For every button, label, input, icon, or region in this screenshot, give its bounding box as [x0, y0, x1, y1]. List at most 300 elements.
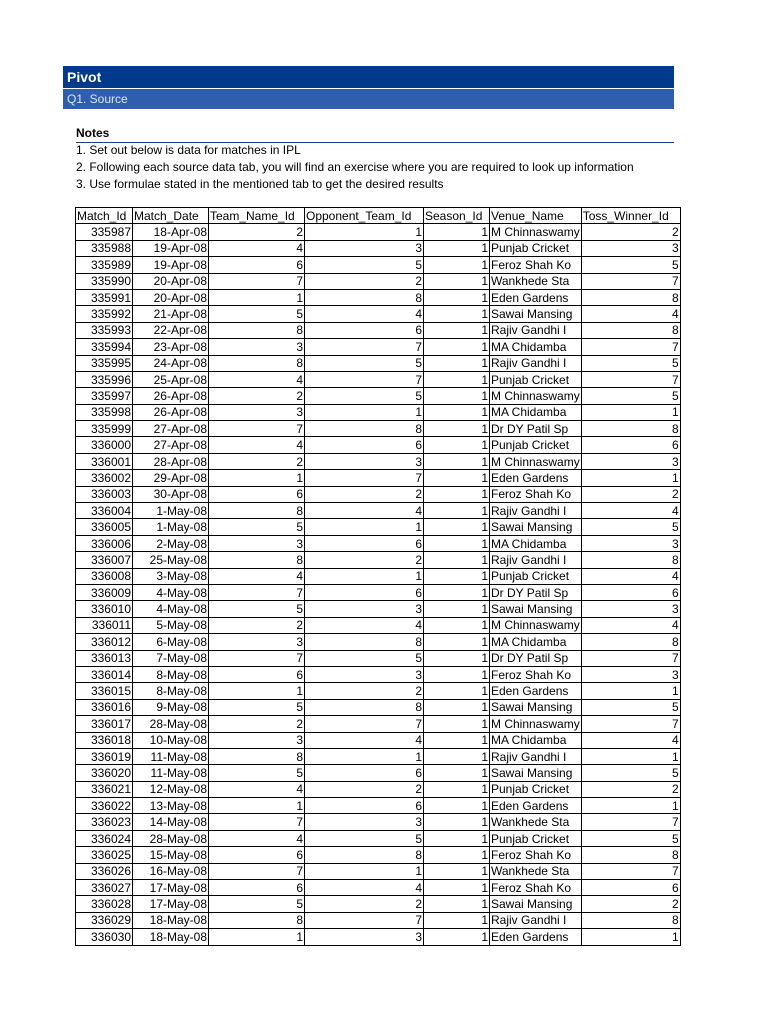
table-cell[interactable]: 335988	[76, 240, 133, 256]
table-cell[interactable]: 1	[424, 699, 490, 715]
table-cell[interactable]: 5	[209, 896, 305, 912]
table-cell[interactable]: 1	[424, 896, 490, 912]
table-cell[interactable]: 7-May-08	[133, 650, 209, 666]
table-cell[interactable]: 1	[424, 798, 490, 814]
table-cell[interactable]: 1	[424, 781, 490, 797]
table-cell[interactable]: Sawai Mansing	[490, 699, 582, 715]
table-cell[interactable]: 4	[305, 732, 424, 748]
table-cell[interactable]: 11-May-08	[133, 748, 209, 764]
table-cell[interactable]: 6	[581, 437, 680, 453]
table-cell[interactable]: MA Chidamba	[490, 404, 582, 420]
table-cell[interactable]: 1	[424, 306, 490, 322]
table-cell[interactable]: 1	[581, 683, 680, 699]
table-cell[interactable]: 15-May-08	[133, 847, 209, 863]
table-cell[interactable]: 336007	[76, 552, 133, 568]
table-cell[interactable]: 335991	[76, 289, 133, 305]
table-cell[interactable]: 2	[305, 896, 424, 912]
table-cell[interactable]: 1	[209, 683, 305, 699]
table-cell[interactable]: 6	[209, 847, 305, 863]
table-cell[interactable]: 17-May-08	[133, 896, 209, 912]
table-cell[interactable]: 3	[581, 601, 680, 617]
table-cell[interactable]: 4-May-08	[133, 584, 209, 600]
table-cell[interactable]: 8	[581, 847, 680, 863]
table-cell[interactable]: 8	[581, 289, 680, 305]
table-cell[interactable]: 2-May-08	[133, 535, 209, 551]
table-cell[interactable]: 335994	[76, 339, 133, 355]
table-cell[interactable]: 336019	[76, 748, 133, 764]
table-cell[interactable]: 1	[209, 798, 305, 814]
table-cell[interactable]: 1	[305, 519, 424, 535]
table-cell[interactable]: 1	[424, 568, 490, 584]
table-cell[interactable]: 336022	[76, 798, 133, 814]
table-cell[interactable]: 8	[305, 699, 424, 715]
table-cell[interactable]: 1	[424, 339, 490, 355]
table-cell[interactable]: 1	[424, 289, 490, 305]
table-cell[interactable]: 6	[305, 798, 424, 814]
table-cell[interactable]: 4	[581, 732, 680, 748]
table-cell[interactable]: Feroz Shah Ko	[490, 847, 582, 863]
table-cell[interactable]: Eden Gardens	[490, 470, 582, 486]
table-cell[interactable]: 1-May-08	[133, 519, 209, 535]
table-cell[interactable]: Punjab Cricket	[490, 240, 582, 256]
table-cell[interactable]: 6	[305, 437, 424, 453]
table-cell[interactable]: 6	[209, 880, 305, 896]
table-cell[interactable]: 8	[209, 748, 305, 764]
table-cell[interactable]: 1	[424, 322, 490, 338]
table-cell[interactable]: 7	[209, 814, 305, 830]
table-cell[interactable]: 7	[209, 421, 305, 437]
table-cell[interactable]: 2	[209, 453, 305, 469]
table-cell[interactable]: 1	[209, 289, 305, 305]
table-cell[interactable]: 17-May-08	[133, 880, 209, 896]
table-cell[interactable]: Dr DY Patil Sp	[490, 421, 582, 437]
table-cell[interactable]: 1	[581, 798, 680, 814]
table-cell[interactable]: MA Chidamba	[490, 339, 582, 355]
table-cell[interactable]: 336008	[76, 568, 133, 584]
table-cell[interactable]: 1	[424, 814, 490, 830]
table-cell[interactable]: 2	[209, 224, 305, 240]
table-cell[interactable]: 5	[581, 699, 680, 715]
table-cell[interactable]: 18-Apr-08	[133, 224, 209, 240]
table-cell[interactable]: 336018	[76, 732, 133, 748]
table-cell[interactable]: 6-May-08	[133, 634, 209, 650]
table-cell[interactable]: 1	[424, 355, 490, 371]
table-cell[interactable]: 8	[305, 634, 424, 650]
table-cell[interactable]: 335990	[76, 273, 133, 289]
table-cell[interactable]: 335989	[76, 257, 133, 273]
table-cell[interactable]: Sawai Mansing	[490, 519, 582, 535]
table-cell[interactable]: Rajiv Gandhi I	[490, 748, 582, 764]
table-cell[interactable]: 1-May-08	[133, 503, 209, 519]
table-cell[interactable]: Rajiv Gandhi I	[490, 503, 582, 519]
table-cell[interactable]: 336024	[76, 830, 133, 846]
table-cell[interactable]: 5	[581, 257, 680, 273]
table-cell[interactable]: 27-Apr-08	[133, 437, 209, 453]
table-cell[interactable]: 1	[209, 929, 305, 945]
table-cell[interactable]: 7	[581, 273, 680, 289]
table-cell[interactable]: 5	[305, 355, 424, 371]
table-cell[interactable]: 8	[581, 634, 680, 650]
table-cell[interactable]: 4	[209, 830, 305, 846]
table-cell[interactable]: 6	[581, 584, 680, 600]
table-cell[interactable]: 8	[305, 847, 424, 863]
table-cell[interactable]: 336029	[76, 912, 133, 928]
table-cell[interactable]: 28-May-08	[133, 830, 209, 846]
table-cell[interactable]: 336016	[76, 699, 133, 715]
column-header[interactable]: Match_Date	[133, 208, 209, 224]
table-cell[interactable]: 1	[424, 421, 490, 437]
table-cell[interactable]: 336030	[76, 929, 133, 945]
table-cell[interactable]: 336025	[76, 847, 133, 863]
table-cell[interactable]: 336021	[76, 781, 133, 797]
table-cell[interactable]: 18-May-08	[133, 929, 209, 945]
table-cell[interactable]: 7	[581, 814, 680, 830]
table-cell[interactable]: 7	[581, 339, 680, 355]
table-cell[interactable]: 3	[581, 453, 680, 469]
table-cell[interactable]: 336003	[76, 486, 133, 502]
table-cell[interactable]: 8	[581, 421, 680, 437]
table-cell[interactable]: 1	[424, 486, 490, 502]
table-cell[interactable]: 1	[424, 224, 490, 240]
table-cell[interactable]: 3	[305, 929, 424, 945]
table-cell[interactable]: Wankhede Sta	[490, 273, 582, 289]
table-cell[interactable]: 6	[305, 322, 424, 338]
table-cell[interactable]: 3	[305, 453, 424, 469]
table-cell[interactable]: 5-May-08	[133, 617, 209, 633]
table-cell[interactable]: 1	[424, 404, 490, 420]
table-cell[interactable]: 4	[581, 503, 680, 519]
table-cell[interactable]: 1	[424, 912, 490, 928]
table-cell[interactable]: 1	[424, 716, 490, 732]
table-cell[interactable]: 335992	[76, 306, 133, 322]
table-cell[interactable]: 1	[581, 748, 680, 764]
table-cell[interactable]: 1	[305, 404, 424, 420]
table-cell[interactable]: 336010	[76, 601, 133, 617]
column-header[interactable]: Venue_Name	[490, 208, 582, 224]
table-cell[interactable]: 2	[209, 617, 305, 633]
table-cell[interactable]: 3-May-08	[133, 568, 209, 584]
table-cell[interactable]: 336004	[76, 503, 133, 519]
table-cell[interactable]: 3	[209, 535, 305, 551]
table-cell[interactable]: 5	[581, 765, 680, 781]
table-cell[interactable]: Feroz Shah Ko	[490, 486, 582, 502]
table-cell[interactable]: Sawai Mansing	[490, 765, 582, 781]
table-cell[interactable]: Wankhede Sta	[490, 814, 582, 830]
table-cell[interactable]: 4	[581, 568, 680, 584]
table-cell[interactable]: 4	[209, 781, 305, 797]
table-cell[interactable]: 3	[305, 814, 424, 830]
table-cell[interactable]: 4-May-08	[133, 601, 209, 617]
table-cell[interactable]: 12-May-08	[133, 781, 209, 797]
table-cell[interactable]: 6	[209, 486, 305, 502]
table-cell[interactable]: 336013	[76, 650, 133, 666]
table-cell[interactable]: 1	[424, 863, 490, 879]
table-cell[interactable]: 1	[581, 404, 680, 420]
table-cell[interactable]: 5	[581, 830, 680, 846]
table-cell[interactable]: 1	[305, 748, 424, 764]
table-cell[interactable]: 335987	[76, 224, 133, 240]
column-header[interactable]: Season_Id	[424, 208, 490, 224]
table-cell[interactable]: 335996	[76, 371, 133, 387]
table-cell[interactable]: 336012	[76, 634, 133, 650]
table-cell[interactable]: 2	[305, 683, 424, 699]
table-cell[interactable]: 20-Apr-08	[133, 289, 209, 305]
table-cell[interactable]: 335998	[76, 404, 133, 420]
table-cell[interactable]: 1	[424, 748, 490, 764]
table-cell[interactable]: 29-Apr-08	[133, 470, 209, 486]
column-header[interactable]: Match_Id	[76, 208, 133, 224]
table-cell[interactable]: 336027	[76, 880, 133, 896]
table-cell[interactable]: Feroz Shah Ko	[490, 880, 582, 896]
table-cell[interactable]: 3	[581, 666, 680, 682]
table-cell[interactable]: 336009	[76, 584, 133, 600]
table-cell[interactable]: 1	[305, 568, 424, 584]
table-cell[interactable]: 1	[424, 240, 490, 256]
table-cell[interactable]: 336026	[76, 863, 133, 879]
table-cell[interactable]: 335995	[76, 355, 133, 371]
table-cell[interactable]: 6	[209, 257, 305, 273]
table-cell[interactable]: 1	[581, 470, 680, 486]
table-cell[interactable]: 5	[209, 699, 305, 715]
table-cell[interactable]: 6	[305, 765, 424, 781]
table-cell[interactable]: 2	[209, 716, 305, 732]
table-cell[interactable]: 14-May-08	[133, 814, 209, 830]
table-cell[interactable]: 336002	[76, 470, 133, 486]
table-cell[interactable]: MA Chidamba	[490, 634, 582, 650]
table-cell[interactable]: 3	[581, 535, 680, 551]
table-cell[interactable]: Dr DY Patil Sp	[490, 584, 582, 600]
table-cell[interactable]: 2	[209, 388, 305, 404]
table-cell[interactable]: 30-Apr-08	[133, 486, 209, 502]
table-cell[interactable]: 336017	[76, 716, 133, 732]
table-cell[interactable]: 3	[305, 666, 424, 682]
table-cell[interactable]: 1	[424, 437, 490, 453]
table-cell[interactable]: 2	[581, 896, 680, 912]
table-cell[interactable]: 1	[424, 371, 490, 387]
table-cell[interactable]: 21-Apr-08	[133, 306, 209, 322]
table-cell[interactable]: 1	[424, 519, 490, 535]
table-cell[interactable]: Dr DY Patil Sp	[490, 650, 582, 666]
table-cell[interactable]: 2	[581, 224, 680, 240]
table-cell[interactable]: 7	[305, 339, 424, 355]
table-cell[interactable]: 1	[424, 584, 490, 600]
table-cell[interactable]: Punjab Cricket	[490, 830, 582, 846]
table-cell[interactable]: 4	[209, 371, 305, 387]
table-cell[interactable]: 4	[209, 568, 305, 584]
table-cell[interactable]: 20-Apr-08	[133, 273, 209, 289]
table-cell[interactable]: 11-May-08	[133, 765, 209, 781]
table-cell[interactable]: 1	[424, 683, 490, 699]
table-cell[interactable]: 4	[209, 437, 305, 453]
table-cell[interactable]: 335997	[76, 388, 133, 404]
table-cell[interactable]: 6	[581, 880, 680, 896]
table-cell[interactable]: 5	[305, 830, 424, 846]
table-cell[interactable]: 336006	[76, 535, 133, 551]
table-cell[interactable]: 1	[424, 732, 490, 748]
table-cell[interactable]: 1	[424, 453, 490, 469]
table-cell[interactable]: 22-Apr-08	[133, 322, 209, 338]
table-cell[interactable]: 3	[209, 634, 305, 650]
table-cell[interactable]: 4	[581, 306, 680, 322]
table-cell[interactable]: 1	[424, 765, 490, 781]
table-cell[interactable]: 8	[209, 552, 305, 568]
table-cell[interactable]: M Chinnaswamy	[491, 454, 580, 469]
table-cell[interactable]: 7	[305, 716, 424, 732]
table-cell[interactable]: 5	[209, 601, 305, 617]
table-cell[interactable]: 7	[581, 716, 680, 732]
table-cell[interactable]: 13-May-08	[133, 798, 209, 814]
table-cell[interactable]: 336011	[76, 617, 133, 633]
column-header[interactable]: Team_Name_Id	[209, 208, 305, 224]
table-cell[interactable]: 3	[581, 240, 680, 256]
table-cell[interactable]: 1	[424, 257, 490, 273]
table-cell[interactable]: 2	[305, 273, 424, 289]
table-cell[interactable]: 3	[209, 339, 305, 355]
table-cell[interactable]: 5	[581, 355, 680, 371]
table-cell[interactable]: 8	[209, 503, 305, 519]
table-cell[interactable]: 5	[305, 388, 424, 404]
table-cell[interactable]: 2	[581, 781, 680, 797]
table-cell[interactable]: 1	[424, 880, 490, 896]
table-cell[interactable]: Rajiv Gandhi I	[490, 912, 582, 928]
table-cell[interactable]: 1	[424, 273, 490, 289]
table-cell[interactable]: M Chinnaswamy	[491, 225, 580, 240]
table-cell[interactable]: 8-May-08	[133, 683, 209, 699]
table-cell[interactable]: 1	[305, 224, 424, 240]
column-header[interactable]: Opponent_Team_Id	[305, 208, 424, 224]
table-cell[interactable]: 25-May-08	[133, 552, 209, 568]
table-cell[interactable]: Rajiv Gandhi I	[490, 322, 582, 338]
table-cell[interactable]: 1	[424, 552, 490, 568]
table-cell[interactable]: 7	[305, 470, 424, 486]
table-cell[interactable]: 16-May-08	[133, 863, 209, 879]
table-cell[interactable]: M Chinnaswamy	[491, 716, 580, 731]
table-cell[interactable]: 1	[424, 929, 490, 945]
table-cell[interactable]: 4	[305, 503, 424, 519]
table-cell[interactable]: 8	[581, 552, 680, 568]
table-cell[interactable]: 1	[424, 847, 490, 863]
table-cell[interactable]: 24-Apr-08	[133, 355, 209, 371]
table-cell[interactable]: 23-Apr-08	[133, 339, 209, 355]
table-cell[interactable]: 5	[581, 388, 680, 404]
table-cell[interactable]: 8	[305, 289, 424, 305]
table-cell[interactable]: 3	[209, 404, 305, 420]
table-cell[interactable]: Feroz Shah Ko	[490, 257, 582, 273]
table-cell[interactable]: 1	[424, 650, 490, 666]
table-cell[interactable]: 3	[305, 601, 424, 617]
table-cell[interactable]: 2	[305, 552, 424, 568]
table-cell[interactable]: 7	[209, 584, 305, 600]
table-cell[interactable]: 8	[581, 322, 680, 338]
table-cell[interactable]: 1	[424, 535, 490, 551]
table-cell[interactable]: 1	[424, 830, 490, 846]
table-cell[interactable]: 7	[305, 371, 424, 387]
table-cell[interactable]: M Chinnaswamy	[491, 618, 580, 633]
table-cell[interactable]: MA Chidamba	[490, 535, 582, 551]
table-cell[interactable]: 1	[424, 617, 490, 633]
table-cell[interactable]: 1	[305, 863, 424, 879]
table-cell[interactable]: 5	[305, 650, 424, 666]
table-cell[interactable]: 1	[424, 388, 490, 404]
table-cell[interactable]: Eden Gardens	[490, 683, 582, 699]
table-cell[interactable]: 2	[305, 781, 424, 797]
table-cell[interactable]: 4	[305, 617, 424, 633]
table-cell[interactable]: Wankhede Sta	[490, 863, 582, 879]
table-cell[interactable]: 7	[305, 912, 424, 928]
table-cell[interactable]: 4	[209, 240, 305, 256]
table-cell[interactable]: Eden Gardens	[490, 798, 582, 814]
table-cell[interactable]: 6	[305, 535, 424, 551]
table-cell[interactable]: 9-May-08	[133, 699, 209, 715]
table-cell[interactable]: 1	[209, 470, 305, 486]
table-cell[interactable]: Sawai Mansing	[490, 601, 582, 617]
table-cell[interactable]: 7	[581, 650, 680, 666]
table-cell[interactable]: 336001	[76, 453, 133, 469]
table-cell[interactable]: 8	[305, 421, 424, 437]
table-cell[interactable]: 3	[209, 732, 305, 748]
table-cell[interactable]: 25-Apr-08	[133, 371, 209, 387]
table-cell[interactable]: Eden Gardens	[490, 289, 582, 305]
table-cell[interactable]: 28-May-08	[133, 716, 209, 732]
table-cell[interactable]: 1	[424, 601, 490, 617]
table-cell[interactable]: 19-Apr-08	[133, 240, 209, 256]
table-cell[interactable]: 5	[209, 306, 305, 322]
table-cell[interactable]: 1	[424, 470, 490, 486]
table-cell[interactable]: Eden Gardens	[490, 929, 582, 945]
table-cell[interactable]: Rajiv Gandhi I	[490, 355, 582, 371]
table-cell[interactable]: 6	[305, 584, 424, 600]
table-cell[interactable]: 8	[209, 355, 305, 371]
table-cell[interactable]: 4	[581, 617, 680, 633]
table-cell[interactable]: 7	[581, 371, 680, 387]
table-cell[interactable]: 8	[209, 322, 305, 338]
table-cell[interactable]: 19-Apr-08	[133, 257, 209, 273]
table-cell[interactable]: 2	[305, 486, 424, 502]
table-cell[interactable]: 26-Apr-08	[133, 388, 209, 404]
table-cell[interactable]: 8	[209, 912, 305, 928]
table-cell[interactable]: 336000	[76, 437, 133, 453]
table-cell[interactable]: Punjab Cricket	[490, 437, 582, 453]
table-cell[interactable]: 1	[424, 503, 490, 519]
table-cell[interactable]: 8-May-08	[133, 666, 209, 682]
table-cell[interactable]: Punjab Cricket	[490, 371, 582, 387]
table-cell[interactable]: 5	[209, 519, 305, 535]
table-cell[interactable]: 5	[305, 257, 424, 273]
table-cell[interactable]: Feroz Shah Ko	[490, 666, 582, 682]
table-cell[interactable]: 28-Apr-08	[133, 453, 209, 469]
table-cell[interactable]: Punjab Cricket	[490, 781, 582, 797]
table-cell[interactable]: 1	[424, 634, 490, 650]
table-cell[interactable]: 335999	[76, 421, 133, 437]
table-cell[interactable]: 335993	[76, 322, 133, 338]
column-header[interactable]: Toss_Winner_Id	[581, 208, 680, 224]
table-cell[interactable]: 7	[581, 863, 680, 879]
table-cell[interactable]: Rajiv Gandhi I	[490, 552, 582, 568]
table-cell[interactable]: 7	[209, 863, 305, 879]
table-cell[interactable]: Sawai Mansing	[490, 306, 582, 322]
table-cell[interactable]: M Chinnaswamy	[491, 388, 580, 403]
table-cell[interactable]: 26-Apr-08	[133, 404, 209, 420]
table-cell[interactable]: 336028	[76, 896, 133, 912]
table-cell[interactable]: 3	[305, 240, 424, 256]
table-cell[interactable]: 7	[209, 273, 305, 289]
table-cell[interactable]: 1	[581, 929, 680, 945]
table-cell[interactable]: 336020	[76, 765, 133, 781]
table-cell[interactable]: 7	[209, 650, 305, 666]
table-cell[interactable]: 8	[581, 912, 680, 928]
table-cell[interactable]: 336005	[76, 519, 133, 535]
table-cell[interactable]: MA Chidamba	[490, 732, 582, 748]
